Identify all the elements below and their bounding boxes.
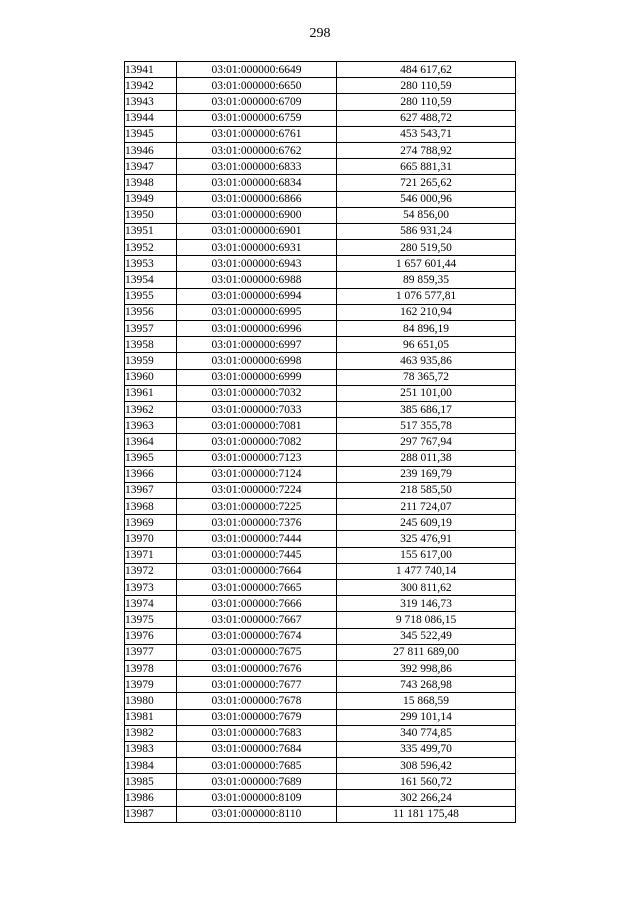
table-row	[125, 288, 516, 304]
row-number-cell: 13978	[125, 660, 177, 676]
cadastral-number-cell: 03:01:000000:7667	[177, 612, 337, 628]
table-row	[125, 482, 516, 498]
cadastral-number-cell: 03:01:000000:7679	[177, 709, 337, 725]
cadastral-value-cell: 11 181 175,48	[337, 806, 516, 822]
row-number-cell: 13974	[125, 596, 177, 612]
row-number-cell: 13979	[125, 677, 177, 693]
table-row	[125, 660, 516, 676]
cadastral-number-cell: 03:01:000000:6833	[177, 159, 337, 175]
cadastral-value-cell: 392 998,86	[337, 660, 516, 676]
cadastral-value-cell: 15 868,59	[337, 693, 516, 709]
cadastral-number-cell: 03:01:000000:7675	[177, 644, 337, 660]
cadastral-number-cell: 03:01:000000:7224	[177, 482, 337, 498]
table-row	[125, 272, 516, 288]
cadastral-number-cell: 03:01:000000:6650	[177, 78, 337, 94]
row-number-cell: 13977	[125, 644, 177, 660]
cadastral-value-cell: 484 617,62	[337, 62, 516, 78]
row-number-cell: 13968	[125, 499, 177, 515]
table-row	[125, 563, 516, 579]
row-number-cell: 13944	[125, 110, 177, 126]
table-row	[125, 304, 516, 320]
cadastral-number-cell: 03:01:000000:7676	[177, 660, 337, 676]
cadastral-value-cell: 1 477 740,14	[337, 563, 516, 579]
row-number-cell: 13960	[125, 369, 177, 385]
table-row	[125, 774, 516, 790]
table-row	[125, 78, 516, 94]
cadastral-value-cell: 335 499,70	[337, 741, 516, 757]
table-row	[125, 353, 516, 369]
cadastral-number-cell: 03:01:000000:6761	[177, 126, 337, 142]
cadastral-number-cell: 03:01:000000:6943	[177, 256, 337, 272]
cadastral-number-cell: 03:01:000000:7689	[177, 774, 337, 790]
cadastral-value-cell: 463 935,86	[337, 353, 516, 369]
row-number-cell: 13976	[125, 628, 177, 644]
row-number-cell: 13942	[125, 78, 177, 94]
cadastral-value-cell: 325 476,91	[337, 531, 516, 547]
table-row	[125, 677, 516, 693]
row-number-cell: 13965	[125, 450, 177, 466]
table-row	[125, 434, 516, 450]
table-row	[125, 126, 516, 142]
row-number-cell: 13959	[125, 353, 177, 369]
row-number-cell: 13954	[125, 272, 177, 288]
table-row	[125, 175, 516, 191]
cadastral-number-cell: 03:01:000000:7683	[177, 725, 337, 741]
table-row	[125, 612, 516, 628]
cadastral-value-cell: 345 522,49	[337, 628, 516, 644]
cadastral-value-cell: 297 767,94	[337, 434, 516, 450]
cadastral-number-cell: 03:01:000000:6931	[177, 240, 337, 256]
cadastral-value-cell: 1 076 577,81	[337, 288, 516, 304]
table-row	[125, 580, 516, 596]
row-number-cell: 13957	[125, 321, 177, 337]
cadastral-number-cell: 03:01:000000:7082	[177, 434, 337, 450]
cadastral-value-cell: 27 811 689,00	[337, 644, 516, 660]
cadastral-value-cell: 308 596,42	[337, 758, 516, 774]
cadastral-number-cell: 03:01:000000:6998	[177, 353, 337, 369]
cadastral-number-cell: 03:01:000000:7677	[177, 677, 337, 693]
row-number-cell: 13946	[125, 142, 177, 158]
cadastral-value-cell: 9 718 086,15	[337, 612, 516, 628]
row-number-cell: 13958	[125, 337, 177, 353]
cadastral-value-cell: 274 788,92	[337, 142, 516, 158]
table-row	[125, 223, 516, 239]
table-row	[125, 709, 516, 725]
row-number-cell: 13969	[125, 515, 177, 531]
cadastral-value-cell: 299 101,14	[337, 709, 516, 725]
table-row	[125, 499, 516, 515]
table-row	[125, 62, 516, 78]
row-number-cell: 13970	[125, 531, 177, 547]
table-row	[125, 321, 516, 337]
row-number-cell: 13956	[125, 304, 177, 320]
cadastral-value-cell: 161 560,72	[337, 774, 516, 790]
table-row	[125, 628, 516, 644]
cadastral-number-cell: 03:01:000000:7678	[177, 693, 337, 709]
cadastral-value-cell: 89 859,35	[337, 272, 516, 288]
table-row	[125, 385, 516, 401]
table-row	[125, 515, 516, 531]
table-row	[125, 110, 516, 126]
row-number-cell: 13945	[125, 126, 177, 142]
row-number-cell: 13961	[125, 385, 177, 401]
row-number-cell: 13985	[125, 774, 177, 790]
table-row	[125, 725, 516, 741]
cadastral-number-cell: 03:01:000000:6709	[177, 94, 337, 110]
cadastral-value-cell: 218 585,50	[337, 482, 516, 498]
cadastral-value-cell: 84 896,19	[337, 321, 516, 337]
cadastral-number-cell: 03:01:000000:7081	[177, 418, 337, 434]
cadastral-number-cell: 03:01:000000:6759	[177, 110, 337, 126]
table-row	[125, 418, 516, 434]
table-row	[125, 450, 516, 466]
cadastral-value-cell: 665 881,31	[337, 159, 516, 175]
table-row	[125, 596, 516, 612]
cadastral-value-cell: 721 265,62	[337, 175, 516, 191]
cadastral-value-cell: 251 101,00	[337, 385, 516, 401]
row-number-cell: 13941	[125, 62, 177, 78]
table-row	[125, 191, 516, 207]
table-row	[125, 207, 516, 223]
cadastral-value-cell: 96 651,05	[337, 337, 516, 353]
cadastral-value-cell: 54 856,00	[337, 207, 516, 223]
cadastral-value-cell: 78 365,72	[337, 369, 516, 385]
row-number-cell: 13966	[125, 466, 177, 482]
cadastral-number-cell: 03:01:000000:6762	[177, 142, 337, 158]
cadastral-number-cell: 03:01:000000:7225	[177, 499, 337, 515]
row-number-cell: 13947	[125, 159, 177, 175]
cadastral-value-cell: 340 774,85	[337, 725, 516, 741]
row-number-cell: 13950	[125, 207, 177, 223]
row-number-cell: 13953	[125, 256, 177, 272]
table-row	[125, 806, 516, 822]
page-number: 298	[309, 26, 331, 41]
row-number-cell: 13952	[125, 240, 177, 256]
table-row	[125, 693, 516, 709]
cadastral-number-cell: 03:01:000000:8110	[177, 806, 337, 822]
cadastral-number-cell: 03:01:000000:6649	[177, 62, 337, 78]
cadastral-number-cell: 03:01:000000:6834	[177, 175, 337, 191]
cadastral-number-cell: 03:01:000000:7376	[177, 515, 337, 531]
table-row	[125, 547, 516, 563]
row-number-cell: 13972	[125, 563, 177, 579]
cadastral-value-cell: 162 210,94	[337, 304, 516, 320]
cadastral-value-cell: 300 811,62	[337, 580, 516, 596]
row-number-cell: 13951	[125, 223, 177, 239]
cadastral-number-cell: 03:01:000000:7032	[177, 385, 337, 401]
cadastral-value-cell: 627 488,72	[337, 110, 516, 126]
cadastral-value-cell: 288 011,38	[337, 450, 516, 466]
table-row	[125, 644, 516, 660]
table-row	[125, 758, 516, 774]
row-number-cell: 13973	[125, 580, 177, 596]
table-body	[125, 62, 516, 823]
cadastral-value-cell: 385 686,17	[337, 401, 516, 417]
row-number-cell: 13982	[125, 725, 177, 741]
cadastral-number-cell: 03:01:000000:6901	[177, 223, 337, 239]
cadastral-value-cell: 1 657 601,44	[337, 256, 516, 272]
row-number-cell: 13949	[125, 191, 177, 207]
table-row	[125, 256, 516, 272]
row-number-cell: 13986	[125, 790, 177, 806]
cadastral-number-cell: 03:01:000000:6999	[177, 369, 337, 385]
table-row	[125, 741, 516, 757]
cadastral-value-cell: 453 543,71	[337, 126, 516, 142]
row-number-cell: 13983	[125, 741, 177, 757]
table-row	[125, 159, 516, 175]
cadastral-number-cell: 03:01:000000:6996	[177, 321, 337, 337]
row-number-cell: 13980	[125, 693, 177, 709]
cadastral-value-cell: 155 617,00	[337, 547, 516, 563]
table-row	[125, 142, 516, 158]
row-number-cell: 13963	[125, 418, 177, 434]
cadastral-number-cell: 03:01:000000:7665	[177, 580, 337, 596]
cadastral-number-cell: 03:01:000000:7674	[177, 628, 337, 644]
row-number-cell: 13948	[125, 175, 177, 191]
cadastral-value-cell: 211 724,07	[337, 499, 516, 515]
table-row	[125, 94, 516, 110]
cadastral-value-cell: 546 000,96	[337, 191, 516, 207]
cadastral-value-cell: 586 931,24	[337, 223, 516, 239]
row-number-cell: 13962	[125, 401, 177, 417]
cadastral-value-cell: 743 268,98	[337, 677, 516, 693]
cadastral-number-cell: 03:01:000000:6995	[177, 304, 337, 320]
row-number-cell: 13967	[125, 482, 177, 498]
cadastral-number-cell: 03:01:000000:7123	[177, 450, 337, 466]
cadastral-number-cell: 03:01:000000:6866	[177, 191, 337, 207]
cadastral-number-cell: 03:01:000000:7124	[177, 466, 337, 482]
row-number-cell: 13987	[125, 806, 177, 822]
cadastral-number-cell: 03:01:000000:7684	[177, 741, 337, 757]
table-row	[125, 531, 516, 547]
cadastral-number-cell: 03:01:000000:7685	[177, 758, 337, 774]
cadastral-number-cell: 03:01:000000:8109	[177, 790, 337, 806]
cadastral-value-cell: 239 169,79	[337, 466, 516, 482]
cadastral-value-cell: 302 266,24	[337, 790, 516, 806]
table-row	[125, 369, 516, 385]
cadastral-number-cell: 03:01:000000:6988	[177, 272, 337, 288]
row-number-cell: 13984	[125, 758, 177, 774]
cadastral-value-cell: 517 355,78	[337, 418, 516, 434]
cadastral-value-cell: 245 609,19	[337, 515, 516, 531]
cadastral-value-cell: 319 146,73	[337, 596, 516, 612]
row-number-cell: 13943	[125, 94, 177, 110]
cadastral-number-cell: 03:01:000000:7033	[177, 401, 337, 417]
cadastral-value-cell: 280 519,50	[337, 240, 516, 256]
table-row	[125, 337, 516, 353]
table-row	[125, 240, 516, 256]
cadastral-number-cell: 03:01:000000:7666	[177, 596, 337, 612]
table-row	[125, 790, 516, 806]
row-number-cell: 13955	[125, 288, 177, 304]
table-row	[125, 401, 516, 417]
cadastral-number-cell: 03:01:000000:7445	[177, 547, 337, 563]
cadastral-number-cell: 03:01:000000:6900	[177, 207, 337, 223]
row-number-cell: 13971	[125, 547, 177, 563]
cadastral-number-cell: 03:01:000000:6994	[177, 288, 337, 304]
cadastral-value-cell: 280 110,59	[337, 78, 516, 94]
row-number-cell: 13975	[125, 612, 177, 628]
cadastral-value-cell: 280 110,59	[337, 94, 516, 110]
row-number-cell: 13981	[125, 709, 177, 725]
cadastral-number-cell: 03:01:000000:6997	[177, 337, 337, 353]
cadastral-value-table	[124, 61, 516, 823]
row-number-cell: 13964	[125, 434, 177, 450]
cadastral-number-cell: 03:01:000000:7444	[177, 531, 337, 547]
table-row	[125, 466, 516, 482]
cadastral-number-cell: 03:01:000000:7664	[177, 563, 337, 579]
